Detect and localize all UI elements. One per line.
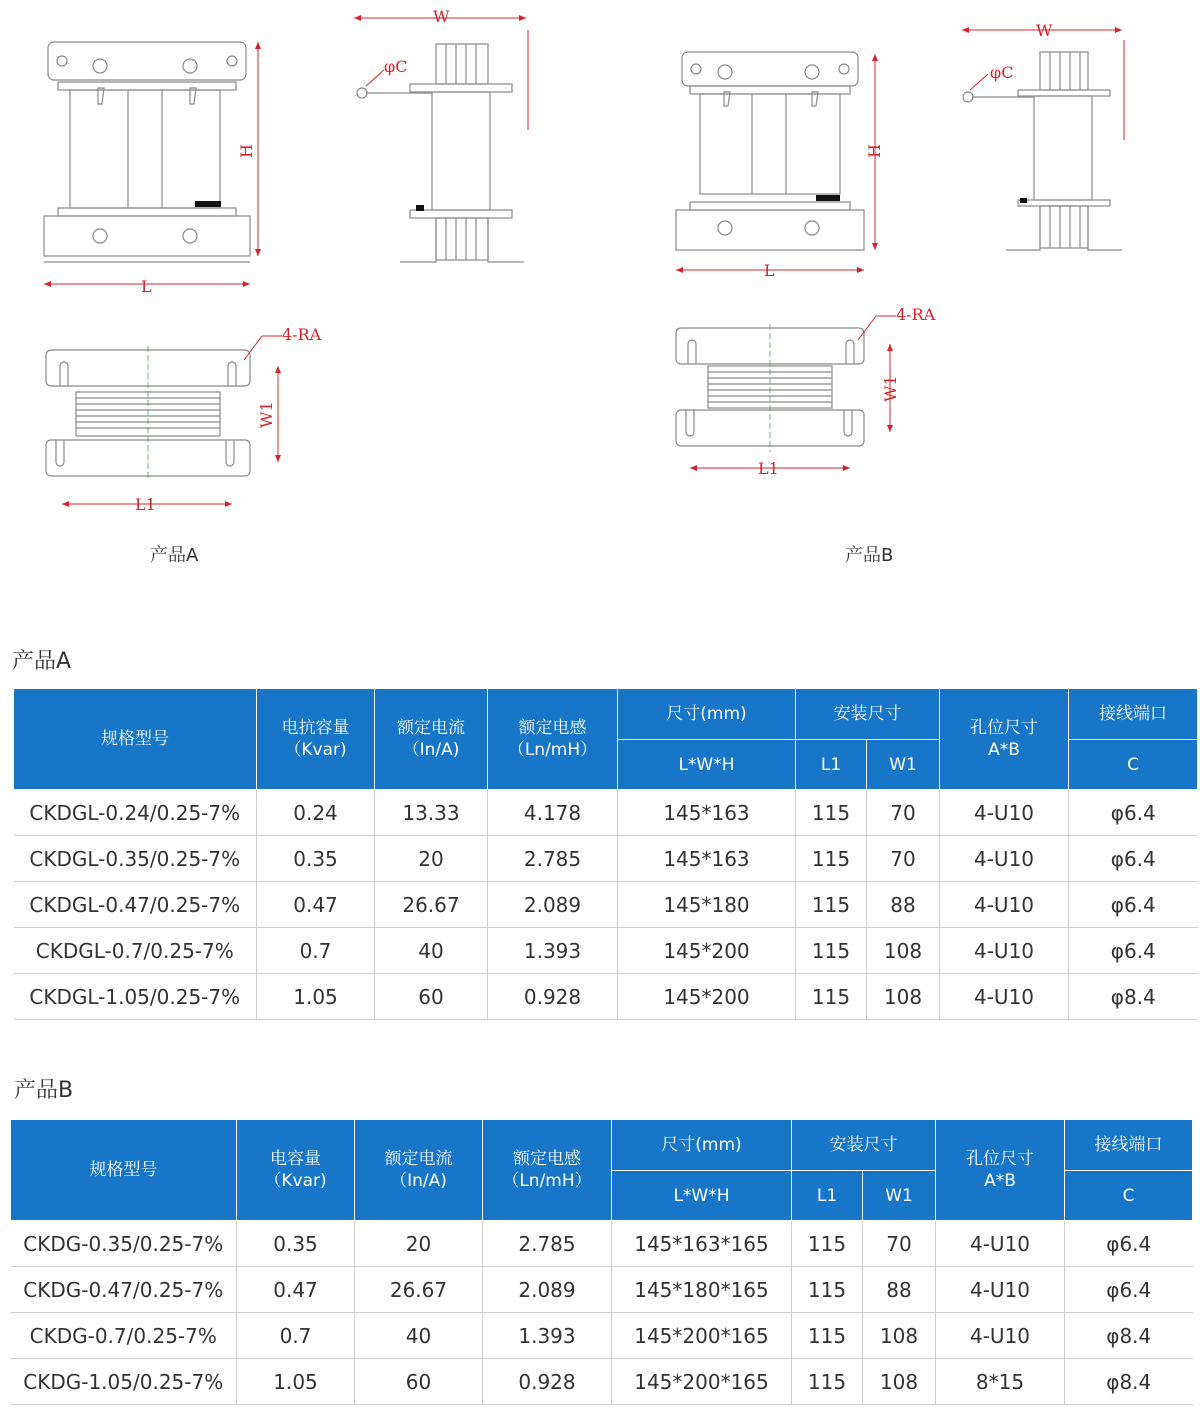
header-size: 尺寸(mm) — [618, 689, 796, 740]
cell-hole: 8*15 — [936, 1359, 1065, 1405]
cell-capacity: 0.7 — [257, 928, 375, 974]
cell-inductance: 2.785 — [488, 836, 618, 882]
cell-l1: 115 — [796, 790, 867, 836]
spec-table-a — [13, 688, 1198, 1020]
dim-label-l1-b: L1 — [758, 459, 779, 478]
cell-model: CKDG-1.05/0.25-7% — [11, 1359, 237, 1405]
table-row — [14, 836, 1198, 882]
cell-model: CKDG-0.35/0.25-7% — [11, 1221, 237, 1267]
cell-port: φ6.4 — [1065, 1221, 1193, 1267]
cell-current: 26.67 — [375, 882, 488, 928]
dim-label-w-a: W — [433, 7, 450, 26]
cell-current: 20 — [355, 1221, 483, 1267]
header-mount: 安装尺寸 — [792, 1120, 936, 1171]
cell-hole: 4-U10 — [940, 882, 1069, 928]
cell-model: CKDG-0.47/0.25-7% — [11, 1267, 237, 1313]
header-mount-l1: L1 — [796, 740, 867, 790]
cell-w1: 70 — [867, 836, 940, 882]
dim-label-phic-a: φC — [384, 57, 408, 76]
cell-w1: 70 — [867, 790, 940, 836]
header-current — [375, 689, 488, 790]
product-a-front-view — [44, 42, 250, 262]
cell-inductance: 4.178 — [488, 790, 618, 836]
header-inductance-unit: （Ln/mH） — [507, 740, 598, 760]
cell-model: CKDGL-0.47/0.25-7% — [14, 882, 257, 928]
cell-hole: 4-U10 — [936, 1313, 1065, 1359]
header-capacity — [257, 689, 375, 790]
table-row — [14, 974, 1198, 1020]
table-row — [11, 1313, 1193, 1359]
header-current-unit: （In/A) — [402, 740, 460, 760]
table-row — [14, 928, 1198, 974]
cell-l1: 115 — [796, 882, 867, 928]
product-b-side-view — [963, 52, 1122, 250]
header-capacity-label: 电抗容量 — [281, 718, 350, 738]
cell-current: 13.33 — [375, 790, 488, 836]
cell-port: φ6.4 — [1069, 790, 1198, 836]
cell-size: 145*163 — [618, 836, 796, 882]
cell-capacity: 0.24 — [257, 790, 375, 836]
section-title-product-a: 产品A — [12, 649, 72, 674]
cell-inductance: 1.393 — [488, 928, 618, 974]
cell-size: 145*180*165 — [612, 1267, 792, 1313]
cell-port: φ6.4 — [1069, 928, 1198, 974]
header-capacity-unit: （Kvar) — [264, 1171, 327, 1191]
header-port-sub: C — [1069, 740, 1198, 790]
header-port: 接线端口 — [1069, 689, 1198, 740]
cell-inductance: 1.393 — [483, 1313, 612, 1359]
header-port-sub: C — [1065, 1171, 1193, 1221]
dim-label-ra-b: 4-RA — [896, 305, 936, 324]
header-current-label: 额定电流 — [397, 718, 465, 738]
header-hole-sub: A*B — [984, 1171, 1016, 1191]
dim-label-phic-b: φC — [990, 63, 1014, 82]
header-current-label: 额定电流 — [384, 1149, 453, 1169]
cell-size: 145*180 — [618, 882, 796, 928]
table-row — [11, 1221, 1193, 1267]
cell-inductance: 2.785 — [483, 1221, 612, 1267]
cell-model: CKDGL-0.7/0.25-7% — [14, 928, 257, 974]
cell-size: 145*163*165 — [612, 1221, 792, 1267]
cell-capacity: 0.35 — [237, 1221, 355, 1267]
header-inductance-label: 额定电感 — [513, 1149, 581, 1169]
cell-size: 145*200*165 — [612, 1359, 792, 1405]
cell-capacity: 1.05 — [237, 1359, 355, 1405]
header-model: 规格型号 — [11, 1120, 237, 1221]
table-row — [14, 882, 1198, 928]
spec-table-b — [10, 1119, 1193, 1405]
cell-current: 60 — [375, 974, 488, 1020]
cell-size: 145*200*165 — [612, 1313, 792, 1359]
cell-w1: 108 — [867, 974, 940, 1020]
cell-l1: 115 — [792, 1359, 863, 1405]
cell-w1: 108 — [863, 1359, 936, 1405]
dim-label-h-a: H — [237, 144, 256, 158]
cell-current: 20 — [375, 836, 488, 882]
cell-model: CKDGL-0.24/0.25-7% — [14, 790, 257, 836]
cell-hole: 4-U10 — [940, 928, 1069, 974]
header-hole-label: 孔位尺寸 — [970, 718, 1038, 738]
header-mount-w1: W1 — [867, 740, 940, 790]
header-size: 尺寸(mm) — [612, 1120, 792, 1171]
cell-current: 26.67 — [355, 1267, 483, 1313]
cell-capacity: 0.7 — [237, 1313, 355, 1359]
cell-w1: 108 — [867, 928, 940, 974]
header-mount: 安装尺寸 — [796, 689, 940, 740]
header-current — [355, 1120, 483, 1221]
header-capacity — [237, 1120, 355, 1221]
section-title-product-b: 产品B — [14, 1078, 74, 1103]
header-mount-l1: L1 — [792, 1171, 863, 1221]
cell-size: 145*200 — [618, 928, 796, 974]
header-hole — [940, 689, 1069, 790]
cell-w1: 88 — [867, 882, 940, 928]
header-hole-label: 孔位尺寸 — [966, 1149, 1034, 1169]
cell-l1: 115 — [792, 1313, 863, 1359]
header-inductance-label: 额定电感 — [518, 718, 587, 738]
cell-capacity: 0.47 — [237, 1267, 355, 1313]
cell-model: CKDGL-0.35/0.25-7% — [14, 836, 257, 882]
cell-capacity: 0.47 — [257, 882, 375, 928]
cell-l1: 115 — [792, 1221, 863, 1267]
cell-w1: 88 — [863, 1267, 936, 1313]
caption-product-a: 产品A — [150, 545, 199, 566]
cell-l1: 115 — [796, 928, 867, 974]
table-row — [14, 790, 1198, 836]
cell-size: 145*163 — [618, 790, 796, 836]
header-hole-sub: A*B — [988, 740, 1020, 760]
cell-w1: 108 — [863, 1313, 936, 1359]
cell-inductance: 0.928 — [483, 1359, 612, 1405]
header-capacity-label: 电容量 — [270, 1149, 321, 1169]
product-b-front-view — [676, 52, 864, 250]
cell-hole: 4-U10 — [936, 1267, 1065, 1313]
cell-capacity: 0.35 — [257, 836, 375, 882]
product-a-side-view — [357, 44, 524, 262]
header-hole — [936, 1120, 1065, 1221]
header-size-sub: L*W*H — [612, 1171, 792, 1221]
cell-l1: 115 — [792, 1267, 863, 1313]
caption-product-b: 产品B — [845, 545, 894, 566]
dim-label-l-b: L — [764, 261, 775, 280]
cell-hole: 4-U10 — [940, 836, 1069, 882]
dim-label-l1-a: L1 — [135, 495, 156, 514]
cell-hole: 4-U10 — [940, 790, 1069, 836]
dim-label-w1-b: W1 — [881, 375, 900, 402]
cell-model: CKDG-0.7/0.25-7% — [11, 1313, 237, 1359]
header-inductance-unit: （Ln/mH） — [502, 1171, 592, 1191]
cell-inductance: 2.089 — [488, 882, 618, 928]
technical-drawings — [0, 0, 1200, 580]
table-row — [11, 1359, 1193, 1405]
cell-port: φ6.4 — [1069, 882, 1198, 928]
cell-l1: 115 — [796, 974, 867, 1020]
cell-hole: 4-U10 — [940, 974, 1069, 1020]
cell-port: φ6.4 — [1069, 836, 1198, 882]
cell-hole: 4-U10 — [936, 1221, 1065, 1267]
header-inductance — [483, 1120, 612, 1221]
header-current-unit: （In/A) — [390, 1171, 447, 1191]
header-inductance — [488, 689, 618, 790]
header-port: 接线端口 — [1065, 1120, 1193, 1171]
dim-label-l-a: L — [141, 277, 152, 296]
cell-port: φ6.4 — [1065, 1267, 1193, 1313]
cell-port: φ8.4 — [1065, 1359, 1193, 1405]
cell-inductance: 2.089 — [483, 1267, 612, 1313]
cell-current: 60 — [355, 1359, 483, 1405]
cell-capacity: 1.05 — [257, 974, 375, 1020]
cell-port: φ8.4 — [1069, 974, 1198, 1020]
cell-l1: 115 — [796, 836, 867, 882]
table-row — [11, 1267, 1193, 1313]
cell-current: 40 — [355, 1313, 483, 1359]
cell-w1: 70 — [863, 1221, 936, 1267]
header-capacity-unit: （Kvar) — [284, 740, 347, 760]
dim-label-ra-a: 4-RA — [282, 325, 322, 344]
dim-label-w-b: W — [1036, 21, 1053, 40]
cell-current: 40 — [375, 928, 488, 974]
cell-model: CKDGL-1.05/0.25-7% — [14, 974, 257, 1020]
header-mount-w1: W1 — [863, 1171, 936, 1221]
cell-port: φ8.4 — [1065, 1313, 1193, 1359]
dim-label-h-b: H — [865, 144, 884, 158]
cell-size: 145*200 — [618, 974, 796, 1020]
header-model: 规格型号 — [14, 689, 257, 790]
dim-label-w1-a: W1 — [257, 401, 276, 428]
header-size-sub: L*W*H — [618, 740, 796, 790]
cell-inductance: 0.928 — [488, 974, 618, 1020]
